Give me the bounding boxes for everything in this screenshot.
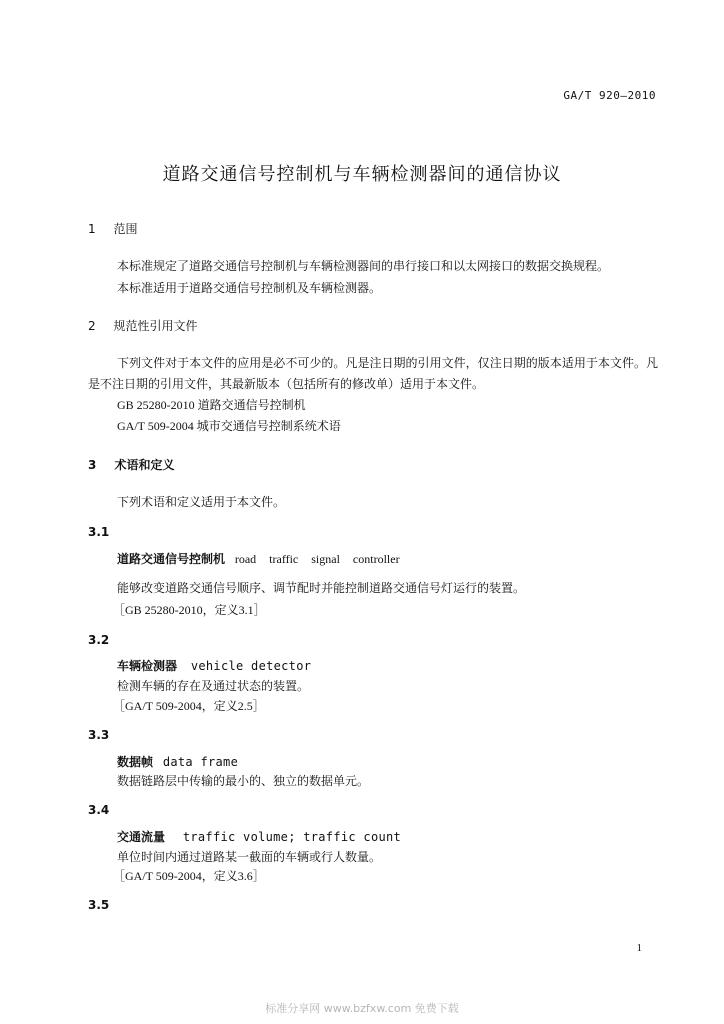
reference-item: GB 25280-2010 道路交通信号控制机 xyxy=(117,398,306,412)
term-source: ［GA/T 509-2004，定义3.6］ xyxy=(113,869,265,883)
term-entry xyxy=(117,551,400,567)
term-entry xyxy=(117,658,311,674)
term-english: vehicle detector xyxy=(190,659,312,673)
watermark-text: 标准分享网 www.bzfxw.com 免费下载 xyxy=(265,1002,459,1015)
term-english: road traffic signal controller xyxy=(234,552,400,566)
paragraph: 下列文件对于本文件的应用是必不可少的。凡是注日期的引用文件，仅注日期的版本适用于本文件。凡是不注日期的引用文件，其最新版本（包括所有的修改单）适用于本文件。 xyxy=(88,356,658,391)
section-number: 2 xyxy=(88,319,96,333)
standard-code: GA/T 920—2010 xyxy=(563,89,656,102)
term-chinese: 数据帧 xyxy=(117,755,154,769)
clause-number: 3.4 xyxy=(88,803,110,817)
section-title: 范围 xyxy=(113,222,138,236)
term-chinese: 道路交通信号控制机 xyxy=(117,552,226,566)
term-definition: 单位时间内通过道路某一截面的车辆或行人数量。 xyxy=(117,850,382,864)
term-entry xyxy=(117,829,401,845)
term-entry xyxy=(117,754,238,770)
section-3-heading xyxy=(88,457,175,473)
term-chinese: 车辆检测器 xyxy=(117,659,178,673)
paragraph: 本标准规定了道路交通信号控制机与车辆检测器间的串行接口和以太网接口的数据交换规程。 xyxy=(117,259,610,273)
section-number: 3 xyxy=(88,458,97,472)
section-number: 1 xyxy=(88,222,96,236)
term-definition: 数据链路层中传输的最小的、独立的数据单元。 xyxy=(117,774,370,788)
clause-number: 3.1 xyxy=(88,525,110,539)
section-title: 规范性引用文件 xyxy=(113,319,198,333)
term-english: traffic volume; traffic count xyxy=(182,830,402,844)
page-number: 1 xyxy=(636,942,642,954)
clause-number: 3.5 xyxy=(88,898,110,912)
term-chinese: 交通流量 xyxy=(117,830,166,844)
term-definition: 检测车辆的存在及通过状态的装置。 xyxy=(117,679,310,693)
paragraph: 下列术语和定义适用于本文件。 xyxy=(117,495,286,509)
section-1-heading xyxy=(88,221,137,237)
term-source: ［GA/T 509-2004，定义2.5］ xyxy=(113,699,265,713)
term-definition: 能够改变道路交通信号顺序、调节配时并能控制道路交通信号灯运行的装置。 xyxy=(117,581,526,595)
term-english: data frame xyxy=(162,755,239,769)
paragraph: 本标准适用于道路交通信号控制机及车辆检测器。 xyxy=(117,281,382,295)
section-title: 术语和定义 xyxy=(114,458,175,472)
document-title: 道路交通信号控制机与车辆检测器间的通信协议 xyxy=(162,164,562,185)
clause-number: 3.2 xyxy=(88,633,110,647)
section-2-heading xyxy=(88,318,197,334)
clause-number: 3.3 xyxy=(88,728,110,742)
term-source: ［GB 25280-2010，定义3.1］ xyxy=(113,603,266,617)
reference-item: GA/T 509-2004 城市交通信号控制系统术语 xyxy=(117,419,341,433)
